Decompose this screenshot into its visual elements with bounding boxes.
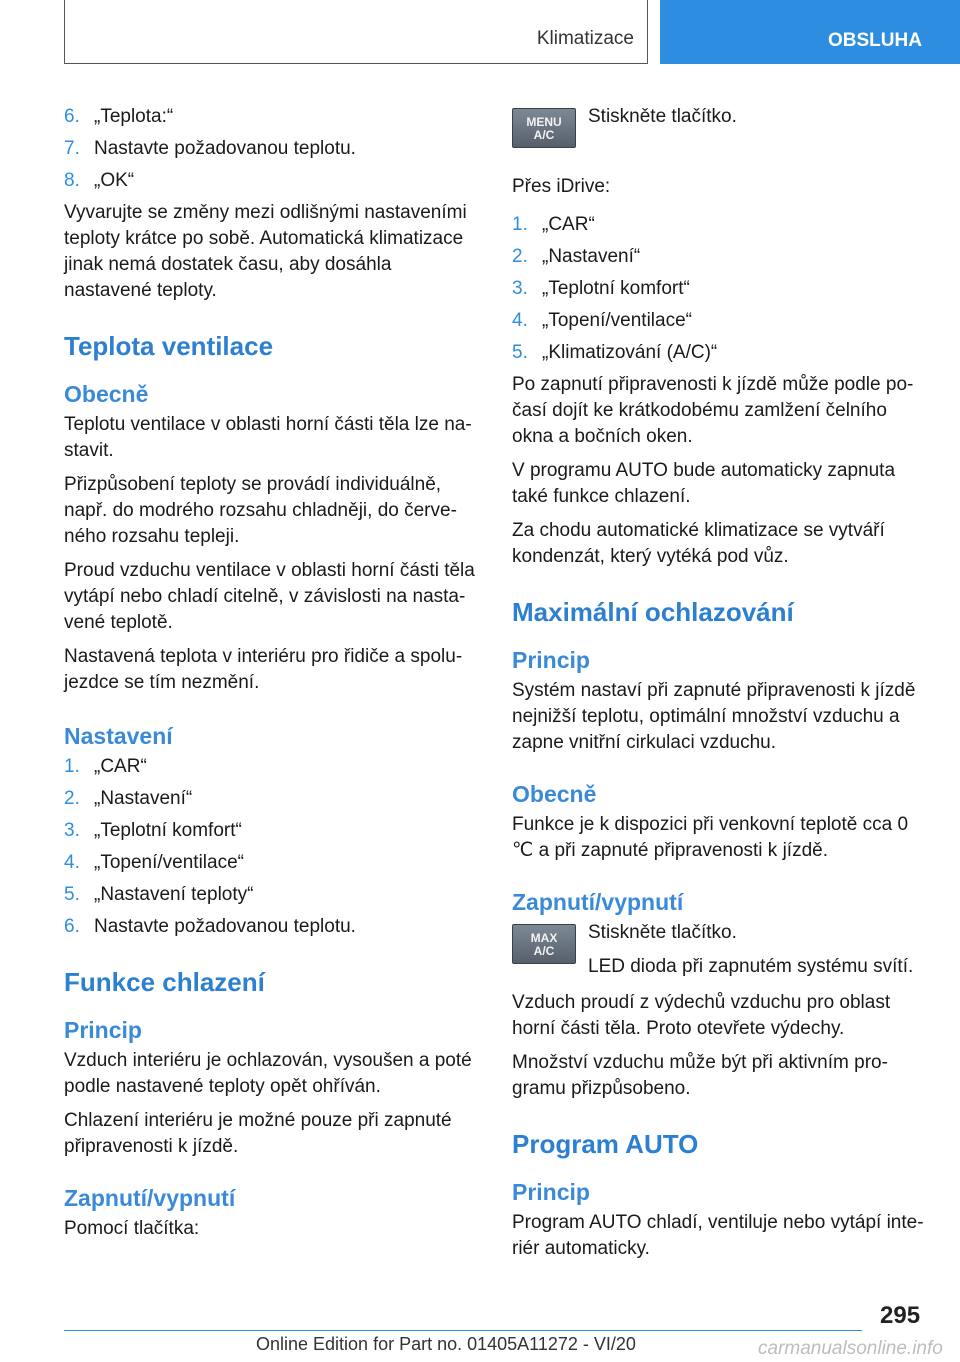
steps-nastaveni-list xyxy=(64,754,478,940)
footer-divider xyxy=(64,1330,862,1331)
header-chapter-tab[interactable] xyxy=(660,0,960,64)
chapter-label: OBSLUHA xyxy=(828,30,922,51)
paragraph: Teplotu ventilace v oblasti horní části těla lze nastavit. xyxy=(64,414,472,461)
subheading-princip: Princip xyxy=(512,647,590,673)
subheading-princip: Princip xyxy=(64,1017,142,1043)
header-section-title: Klimatizace xyxy=(536,28,634,49)
list-item: 1. „CAR“ xyxy=(512,214,595,235)
steps-idrive-list xyxy=(512,212,926,366)
heading-teplota-ventilace: Teplota ventilace xyxy=(64,331,274,361)
paragraph: Stiskněte tlačítko. xyxy=(588,922,737,943)
list-item: 4. „Topení/ventilace“ xyxy=(64,852,244,873)
list-item: 6. Nastavte požadovanou teplotu. xyxy=(64,916,356,937)
list-item: 3. „Teplotní komfort“ xyxy=(64,820,242,841)
paragraph: V programu AUTO bude automaticky zapnuta také funkce chlazení. xyxy=(512,460,896,507)
watermark: carmanualsonline.info xyxy=(758,1338,943,1359)
subheading-nastaveni: Nastavení xyxy=(64,723,173,749)
paragraph: Po zapnutí připravenosti k jízdě může podle počasí dojít ke krátkodobému zamlžení čelního okna a bočních oken. xyxy=(512,374,914,447)
paragraph: Pomocí tlačítka: xyxy=(64,1218,200,1239)
list-item: 5. „Klimatizování (A/C)“ xyxy=(512,342,718,363)
list-item: 6. „Teplota:“ xyxy=(64,106,174,127)
list-item: 5. „Nastavení teploty“ xyxy=(64,884,254,905)
max-ac-button-icon: MAX A/C xyxy=(512,924,576,964)
paragraph: LED dioda při zapnutém systému svítí. xyxy=(588,956,914,977)
paragraph: Program AUTO chladí, ventiluje nebo vytápí interiér automaticky. xyxy=(512,1212,924,1259)
steps-top-list xyxy=(64,104,478,194)
max-ac-row xyxy=(512,920,926,984)
paragraph: Vzduch proudí z výdechů vzduchu pro oblast horní části těla. Proto otevřete výdechy. xyxy=(512,992,891,1039)
list-item: 3. „Teplotní komfort“ xyxy=(512,278,690,299)
paragraph: Vyvarujte se změny mezi odlišnými nastaveními teploty krátce po sobě. Automatická klimatizace jinak nemá dostatek času, aby dosáhla nastavené teploty. xyxy=(64,202,467,301)
left-column xyxy=(64,104,478,1250)
menu-ac-button-icon: MENU A/C xyxy=(512,108,576,148)
subheading-obecne: Obecně xyxy=(512,781,597,807)
subheading-zapnuti: Zapnutí/vypnutí xyxy=(64,1185,236,1211)
footer-edition: Online Edition for Part no. 01405A11272 - VI/20 xyxy=(256,1334,636,1354)
subheading-zapnuti: Zapnutí/vypnutí xyxy=(512,889,684,915)
paragraph: Systém nastaví při zapnuté připravenosti k jízdě nejnižší teplotu, optimální množství vzduchu a zapne vnitřní cirkulaci vzduchu. xyxy=(512,680,916,753)
paragraph: Množství vzduchu může být při aktivním programu přizpůsobeno. xyxy=(512,1052,888,1099)
paragraph: Chlazení interiéru je možné pouze při zapnuté připravenosti k jízdě. xyxy=(64,1110,452,1157)
paragraph: Proud vzduchu ventilace v oblasti horní části těla vytápí nebo chladí citelně, v závislosti na nastavené teplotě. xyxy=(64,560,475,633)
paragraph: Přes iDrive: xyxy=(512,176,611,197)
paragraph: Funkce je k dispozici při venkovní teplotě cca 0 ℃ a při zapnuté připravenosti k jízdě. xyxy=(512,814,909,861)
list-item: 1. „CAR“ xyxy=(64,756,147,777)
paragraph: Přizpůsobení teploty se provádí individuálně, např. do modrého rozsahu chladněji, do červeného rozsahu tepleji. xyxy=(64,474,457,547)
menu-ac-row xyxy=(512,104,926,168)
heading-funkce-chlazeni: Funkce chlazení xyxy=(64,967,265,997)
subheading-obecne: Obecně xyxy=(64,381,149,407)
list-item: 4. „Topení/ventilace“ xyxy=(512,310,692,331)
list-item: 2. „Nastavení“ xyxy=(64,788,193,809)
paragraph: Nastavená teplota v interiéru pro řidiče a spolujezdce se tím nezmění. xyxy=(64,646,463,693)
list-item: 8. „OK“ xyxy=(64,170,135,191)
page-number: 295 xyxy=(880,1302,921,1329)
heading-maximalni-ochlazovani: Maximální ochlazování xyxy=(512,597,794,627)
right-column xyxy=(512,104,926,1270)
list-item: 7. Nastavte požadovanou teplotu. xyxy=(64,138,356,159)
paragraph: Za chodu automatické klimatizace se vytváří kondenzát, který vytéká pod vůz. xyxy=(512,520,885,567)
paragraph: Vzduch interiéru je ochlazován, vysoušen a poté podle nastavené teploty opět ohříván. xyxy=(64,1050,472,1097)
subheading-princip: Princip xyxy=(512,1179,590,1205)
heading-program-auto: Program AUTO xyxy=(512,1129,699,1159)
list-item: 2. „Nastavení“ xyxy=(512,246,641,267)
paragraph: Stiskněte tlačítko. xyxy=(588,106,737,127)
